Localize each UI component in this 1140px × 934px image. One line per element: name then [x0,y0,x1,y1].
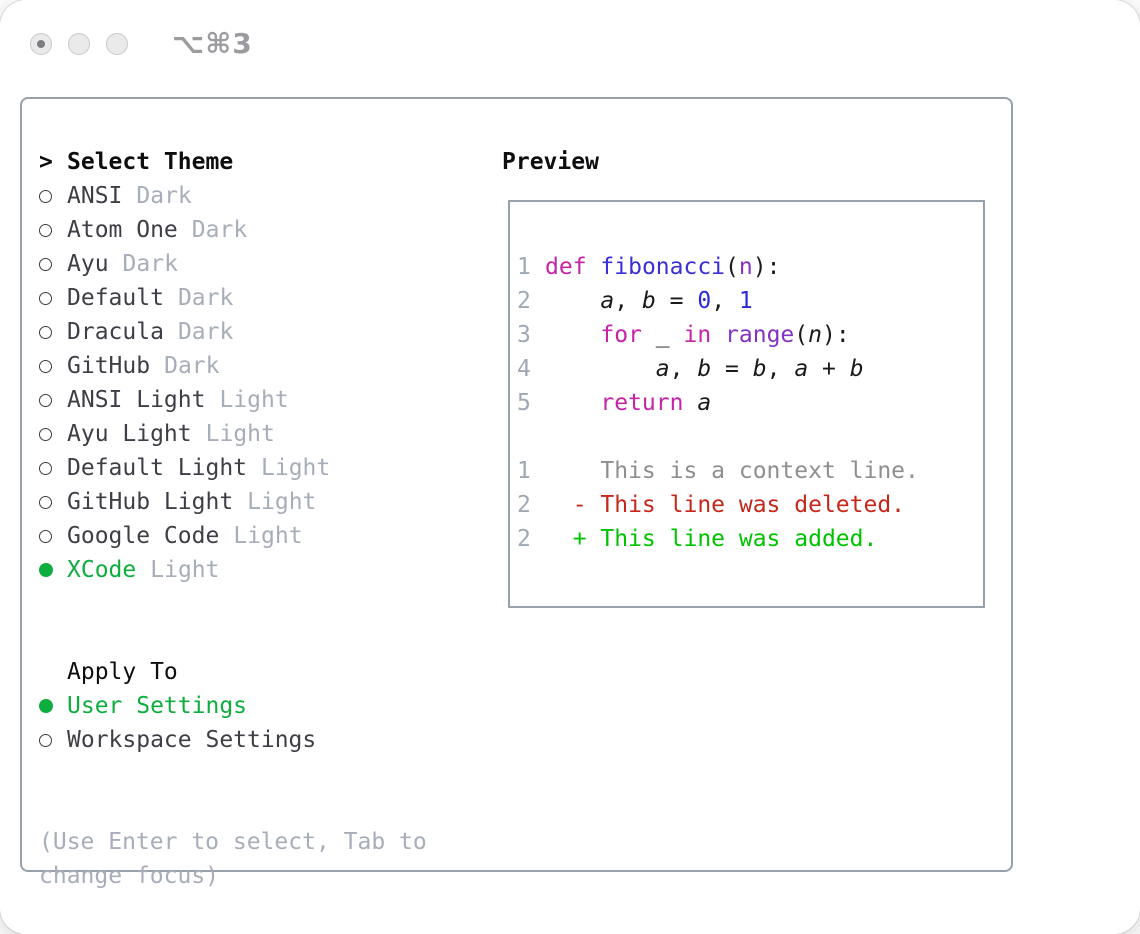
theme-variant-tag: Dark [177,319,234,345]
titlebar [30,27,253,60]
radio-icon [39,326,67,339]
theme-item[interactable] [39,349,469,383]
radio-unselected-icon [39,360,52,373]
preview-box [508,200,985,608]
code-preview [517,250,976,420]
theme-variant-tag: Light [261,455,331,481]
token-p: + [808,356,850,382]
apply-to-label: Workspace Settings [67,727,317,753]
code-line [517,284,976,318]
token-p [711,322,725,348]
line-number: 1 [517,458,531,484]
theme-item[interactable] [39,315,469,349]
token-p: = [655,288,698,314]
theme-list-column [39,145,469,893]
token-v: a [600,288,615,314]
radio-unselected-icon [39,326,52,339]
line-number: 2 [517,492,531,518]
token-p: ): [822,322,850,348]
diff-preview [517,454,976,556]
theme-name: Ayu Light [67,421,192,447]
token-v: a [794,356,809,382]
apply-to-header [39,655,469,689]
token-b: n [738,254,753,280]
radio-unselected-icon [39,258,52,271]
theme-variant-tag: Dark [122,251,178,277]
keyboard-hint-text: (Use Enter to select, Tab to change focus) [39,829,427,889]
theme-item[interactable] [39,417,469,451]
theme-variant-tag: Dark [191,217,248,243]
theme-list [39,179,469,587]
theme-name: Ayu [67,251,109,277]
theme-variant-tag: Light [219,387,289,413]
theme-name: Dracula [67,319,164,345]
spacer [39,587,469,655]
radio-unselected-icon [39,292,52,305]
theme-name: ANSI [67,183,123,209]
radio-icon [39,360,67,373]
diff-line-context [517,454,976,488]
diff-text: + This line was added. [545,526,878,552]
token-k: return [600,390,684,416]
radio-unselected-icon [39,530,52,543]
diff-text: - This line was deleted. [545,492,906,518]
radio-unselected-icon [39,734,52,747]
radio-icon [39,563,67,577]
diff-line-added [517,522,976,556]
theme-name: Google Code [67,523,220,549]
token-p [545,356,656,382]
theme-item[interactable] [39,553,469,587]
radio-icon [39,462,67,475]
token-p: _ [641,322,684,348]
theme-name: GitHub Light [67,489,234,515]
token-k: def [545,254,587,280]
radio-unselected-icon [39,428,52,441]
radio-icon [39,734,67,747]
theme-item[interactable] [39,519,469,553]
token-p: = [711,356,753,382]
token-p: , [669,356,698,382]
preview-title: Preview [502,149,599,175]
radio-icon [39,224,67,237]
theme-list-title: Select Theme [67,149,234,175]
theme-variant-tag: Light [150,557,220,583]
theme-variant-tag: Dark [164,353,220,379]
theme-variant-tag: Light [205,421,275,447]
code-line [517,318,976,352]
radio-icon [39,258,67,271]
theme-item[interactable] [39,451,469,485]
active-window-dot-icon [37,40,45,48]
theme-variant-tag: Light [247,489,317,515]
code-text [545,356,864,382]
token-n: 0 [697,288,712,314]
theme-name: XCode [67,557,137,583]
theme-name: Default [67,285,164,311]
token-p [545,288,600,314]
token-f: fibonacci [600,254,726,280]
token-v: n [808,322,823,348]
apply-to-list [39,689,469,757]
radio-unselected-icon [39,190,52,203]
radio-selected-icon [39,563,53,577]
code-line [517,250,976,284]
theme-item[interactable] [39,247,469,281]
radio-icon [39,292,67,305]
token-p: , [711,288,739,314]
line-number: 3 [517,322,531,348]
code-line [517,352,976,386]
line-number: 4 [517,356,531,382]
radio-selected-icon [39,699,53,713]
token-p [587,254,601,280]
token-v: b [849,356,864,382]
code-text [545,390,711,416]
radio-unselected-icon [39,224,52,237]
token-b: range [725,322,795,348]
apply-to-option[interactable] [39,723,469,757]
theme-variant-tag: Dark [177,285,234,311]
radio-icon [39,394,67,407]
token-v: b [641,288,656,314]
line-number: 2 [517,526,531,552]
token-v: a [697,390,712,416]
token-k: in [683,322,712,348]
theme-name: Default Light [67,455,248,481]
token-n: 1 [738,288,753,314]
radio-icon [39,190,67,203]
token-v: b [697,356,712,382]
theme-item[interactable] [39,485,469,519]
window-shortcut-title: ⌥⌘3 [172,27,253,60]
line-number: 1 [517,254,531,280]
theme-item[interactable] [39,383,469,417]
code-text [545,322,850,348]
code-text [545,254,780,280]
theme-name: GitHub [67,353,151,379]
token-p: , [614,288,642,314]
radio-icon [39,428,67,441]
code-line [517,386,976,420]
line-number: 5 [517,390,531,416]
theme-list-header [39,145,469,179]
traffic-light-close-button[interactable] [30,33,52,55]
spacer [517,420,976,454]
spacer [39,757,469,825]
theme-item[interactable] [39,213,469,247]
token-p [545,322,600,348]
radio-unselected-icon [39,496,52,509]
theme-name: ANSI Light [67,387,206,413]
token-p: ( [794,322,809,348]
diff-text: This is a context line. [545,458,919,484]
apply-to-option[interactable] [39,689,469,723]
theme-name: Atom One [67,217,178,243]
traffic-light-minimize-button[interactable] [68,33,90,55]
token-p [683,390,697,416]
prompt-caret-icon: > [39,149,53,175]
theme-variant-tag: Dark [136,183,192,209]
token-p: , [766,356,795,382]
radio-icon [39,496,67,509]
token-k: for [600,322,642,348]
theme-selector-panel [20,97,1013,889]
line-number: 2 [517,288,531,314]
radio-icon [39,530,67,543]
token-p: ): [752,254,781,280]
token-p: ( [725,254,739,280]
theme-item[interactable] [39,281,469,315]
theme-variant-tag: Light [233,523,303,549]
apply-to-title: Apply To [67,659,178,685]
token-p [545,390,600,416]
radio-unselected-icon [39,462,52,475]
apply-to-label: User Settings [67,693,248,719]
traffic-light-zoom-button[interactable] [106,33,128,55]
radio-icon [39,699,67,713]
token-v: b [752,356,767,382]
theme-item[interactable] [39,179,469,213]
diff-line-deleted [517,488,976,522]
radio-unselected-icon [39,394,52,407]
code-text [545,288,753,314]
token-v: a [655,356,670,382]
